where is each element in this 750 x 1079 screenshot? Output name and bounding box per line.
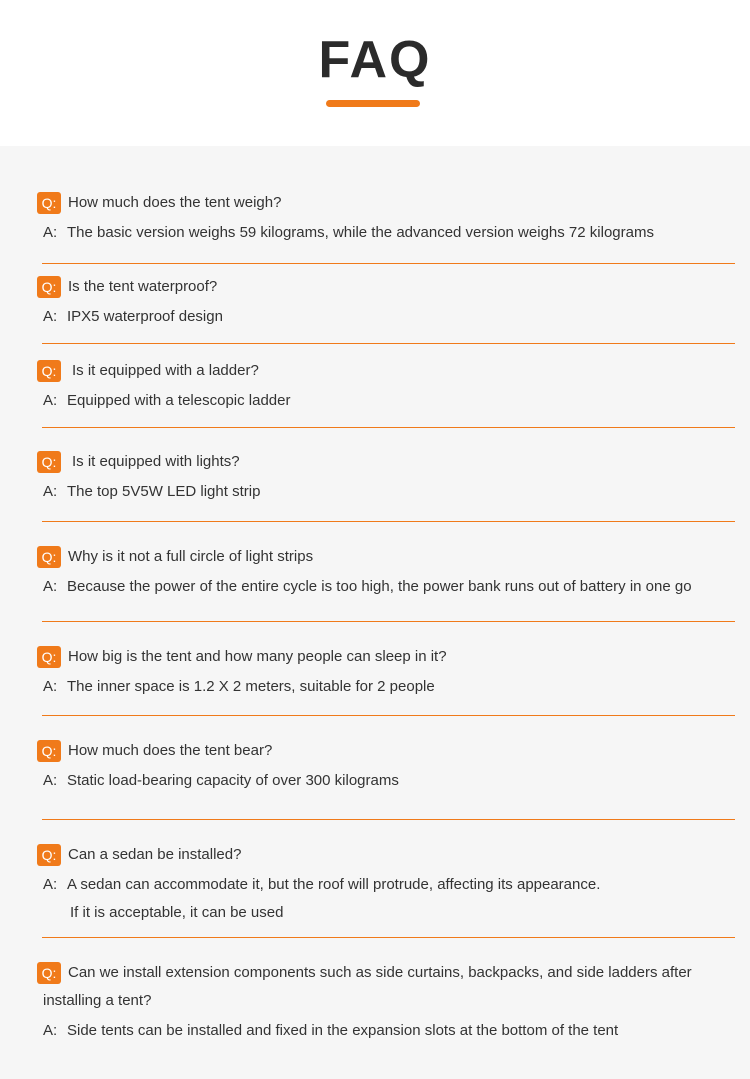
divider [42,715,735,716]
divider [42,427,735,428]
question-badge: Q: [37,740,61,762]
answer-text: IPX5 waterproof design [67,308,223,325]
question-text: Is it equipped with a ladder? [72,362,259,379]
answer-row [37,387,737,415]
answer-label: A: [43,772,58,789]
question-badge: Q: [37,360,61,382]
divider [42,521,735,522]
answer-text: The basic version weighs 59 kilograms, while the advanced version weighs 72 kilograms [67,224,654,241]
answer-row [37,573,737,601]
question-badge: Q: [37,962,61,984]
divider [42,819,735,820]
answer-row [37,871,737,899]
question-row [37,739,737,767]
faq-item [37,961,737,1045]
question-row [37,359,737,387]
answer-row [37,478,737,506]
question-badge: Q: [37,546,61,568]
answer-text: Because the power of the entire cycle is too high, the power bank runs out of battery in one go [67,578,692,595]
question-row [37,191,737,219]
question-text: Why is it not a full circle of light strips [68,548,314,565]
question-badge: Q: [37,844,61,866]
faq-item [37,359,737,415]
faq-item [37,739,737,795]
answer-text: The top 5V5W LED light strip [67,483,261,500]
faq-section [0,146,750,1079]
answer-label: A: [43,1022,58,1039]
question-text: How big is the tent and how many people can sleep in it? [68,648,447,665]
question-row [37,843,737,871]
answer-label: A: [43,224,58,241]
divider [42,343,735,344]
title-underline [326,100,420,107]
faq-item [37,275,737,331]
divider [42,621,735,622]
question-badge: Q: [37,192,61,214]
answer-text: The inner space is 1.2 X 2 meters, suitable for 2 people [67,678,435,695]
answer-row [37,1017,737,1045]
question-badge: Q: [37,276,61,298]
question-row [37,450,737,478]
answer-text: A sedan can accommodate it, but the roof will protrude, affecting its appearance. [67,876,601,893]
question-row [37,275,737,303]
header [0,0,750,146]
answer-row [37,219,737,247]
faq-item [37,191,737,247]
answer-row [37,767,737,795]
question-row [37,961,737,1017]
question-text: Is it equipped with lights? [72,453,240,470]
faq-item [37,450,737,506]
question-row [37,645,737,673]
faq-item [37,545,737,601]
answer-continuation: If it is acceptable, it can be used [70,904,284,921]
answer-row [37,303,737,331]
faq-item [37,843,737,927]
answer-text: Static load-bearing capacity of over 300 kilograms [67,772,399,789]
page-title: FAQ [318,31,432,89]
divider [42,263,735,264]
answer-text: Equipped with a telescopic ladder [67,392,291,409]
faq-item [37,645,737,701]
answer-text: Side tents can be installed and fixed in the expansion slots at the bottom of the tent [67,1022,619,1039]
answer-row [37,673,737,701]
answer-label: A: [43,483,58,500]
divider [42,937,735,938]
question-text: Is the tent waterproof? [68,278,218,295]
question-text: Can we install extension components such as side curtains, backpacks, and side ladders after installing a tent? [43,964,692,1009]
answer-label: A: [43,578,58,595]
question-text: Can a sedan be installed? [68,846,242,863]
question-row [37,545,737,573]
answer-label: A: [43,392,58,409]
answer-label: A: [43,876,58,893]
question-text: How much does the tent weigh? [68,194,282,211]
answer-label: A: [43,308,58,325]
question-text: How much does the tent bear? [68,742,273,759]
question-badge: Q: [37,646,61,668]
answer-label: A: [43,678,58,695]
question-badge: Q: [37,451,61,473]
